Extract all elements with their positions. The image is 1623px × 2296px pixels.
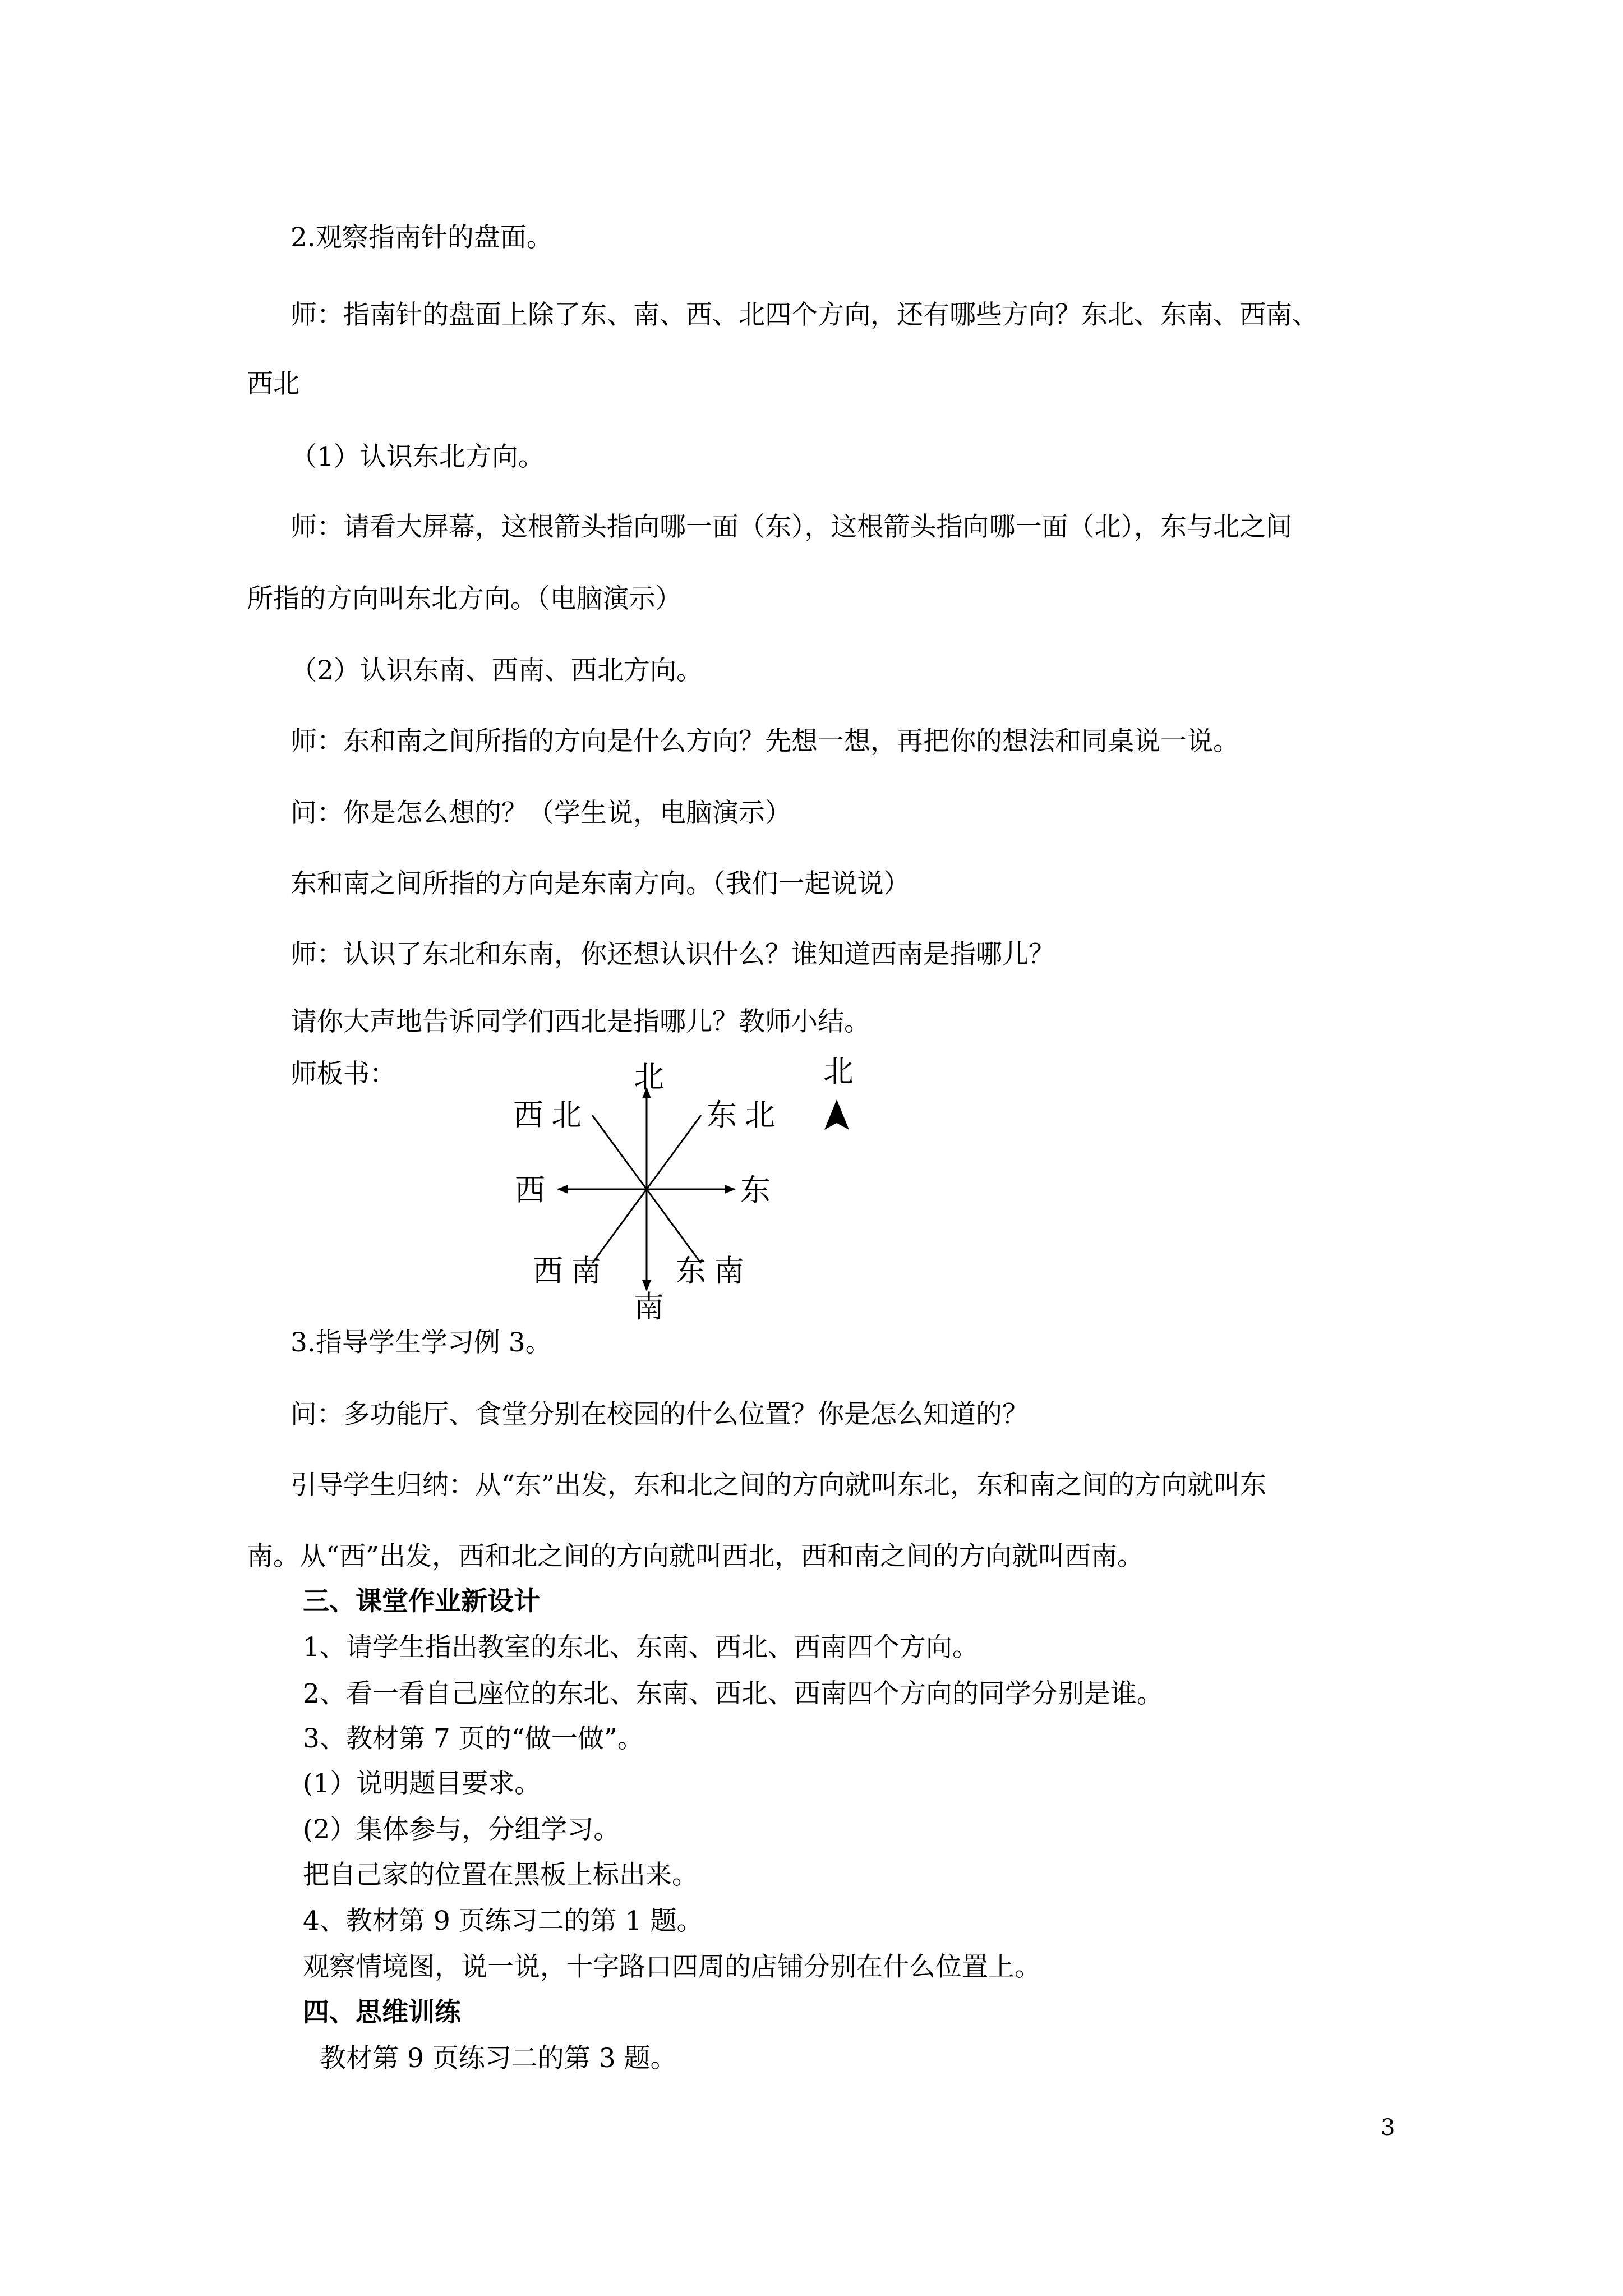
compass-northeast-line [647, 1115, 701, 1189]
subheading-northeast: （1）认识东北方向。 [291, 441, 545, 472]
compass-label-northeast: 东北 [707, 1097, 783, 1133]
thinking-item: 教材第 9 页练习二的第 3 题。 [320, 2043, 677, 2074]
paragraph-summary-line1: 引导学生归纳：从“东”出发，东和北之间的方向就叫东北，东和南之间的方向就叫东 [291, 1470, 1267, 1501]
paragraph-southeast: 东和南之间所指的方向是东南方向。（我们一起说说） [291, 868, 910, 899]
homework-item-4-1: 观察情境图，说一说，十字路口四周的店铺分别在什么位置上。 [303, 1952, 1041, 1982]
section-heading-observe-compass: 2.观察指南针的盘面。 [291, 222, 553, 253]
subheading-other-directions: （2）认识东南、西南、西北方向。 [291, 655, 703, 686]
homework-item-3-2: (2）集体参与，分组学习。 [303, 1814, 620, 1845]
homework-item-3-1: (1）说明题目要求。 [303, 1768, 541, 1799]
paragraph-teacher-question-line2: 西北 [247, 369, 299, 399]
paragraph-teacher-question-line1: 师：指南针的盘面上除了东、南、西、北四个方向，还有哪些方向？东北、东南、西南、 [291, 300, 1318, 330]
north-arrow-icon [822, 1098, 851, 1132]
compass-label-north: 北 [634, 1059, 664, 1094]
compass-label-south: 南 [634, 1289, 664, 1324]
paragraph-southwest-question: 师：认识了东北和东南，你还想认识什么？谁知道西南是指哪儿？ [291, 939, 1055, 970]
compass-label-west: 西 [515, 1172, 545, 1208]
section-heading-example3: 3.指导学生学习例 3。 [291, 1327, 552, 1358]
homework-heading: 三、课堂作业新设计 [303, 1586, 540, 1617]
compass-southeast-line [647, 1189, 701, 1263]
homework-item-3: 3、教材第 7 页的“做一做”。 [303, 1723, 644, 1754]
paragraph-big-screen-line1: 师：请看大屏幕，这根箭头指向哪一面（东），这根箭头指向哪一面（北），东与北之间 [291, 512, 1292, 542]
paragraph-summary-line2: 南。从“西”出发，西和北之间的方向就叫西北，西和南之间的方向就叫西南。 [247, 1541, 1144, 1572]
compass-southwest-line [592, 1189, 647, 1263]
compass-label-southwest: 西南 [533, 1253, 609, 1289]
compass-label-east: 东 [740, 1172, 771, 1208]
compass-label-southeast: 东南 [676, 1253, 752, 1289]
paragraph-northwest-question: 请你大声地告诉同学们西北是指哪儿？教师小结。 [291, 1006, 870, 1037]
page-number: 3 [1381, 2115, 1395, 2141]
homework-item-1: 1、请学生指出教室的东北、东南、西北、西南四个方向。 [303, 1632, 979, 1663]
homework-item-2: 2、看一看自己座位的东北、东南、西北、西南四个方向的同学分别是谁。 [303, 1678, 1163, 1709]
thinking-heading: 四、思维训练 [303, 1997, 461, 2028]
paragraph-big-screen-line2: 所指的方向叫东北方向。（电脑演示） [247, 583, 682, 614]
board-label: 师板书： [291, 1059, 396, 1089]
compass-label-northwest: 西北 [513, 1097, 589, 1133]
paragraph-east-south: 师：东和南之间所指的方向是什么方向？先想一想，再把你的想法和同桌说一说。 [291, 726, 1239, 757]
compass-northwest-line [592, 1115, 647, 1189]
paragraph-location-question: 问：多功能厅、食堂分别在校园的什么位置？你是怎么知道的？ [291, 1399, 1029, 1430]
north-marker-label: 北 [823, 1053, 854, 1089]
paragraph-how-think: 问：你是怎么想的？（学生说，电脑演示） [291, 798, 791, 829]
homework-item-4: 4、教材第 9 页练习二的第 1 题。 [303, 1906, 703, 1936]
homework-item-3-3: 把自己家的位置在黑板上标出来。 [303, 1860, 698, 1890]
